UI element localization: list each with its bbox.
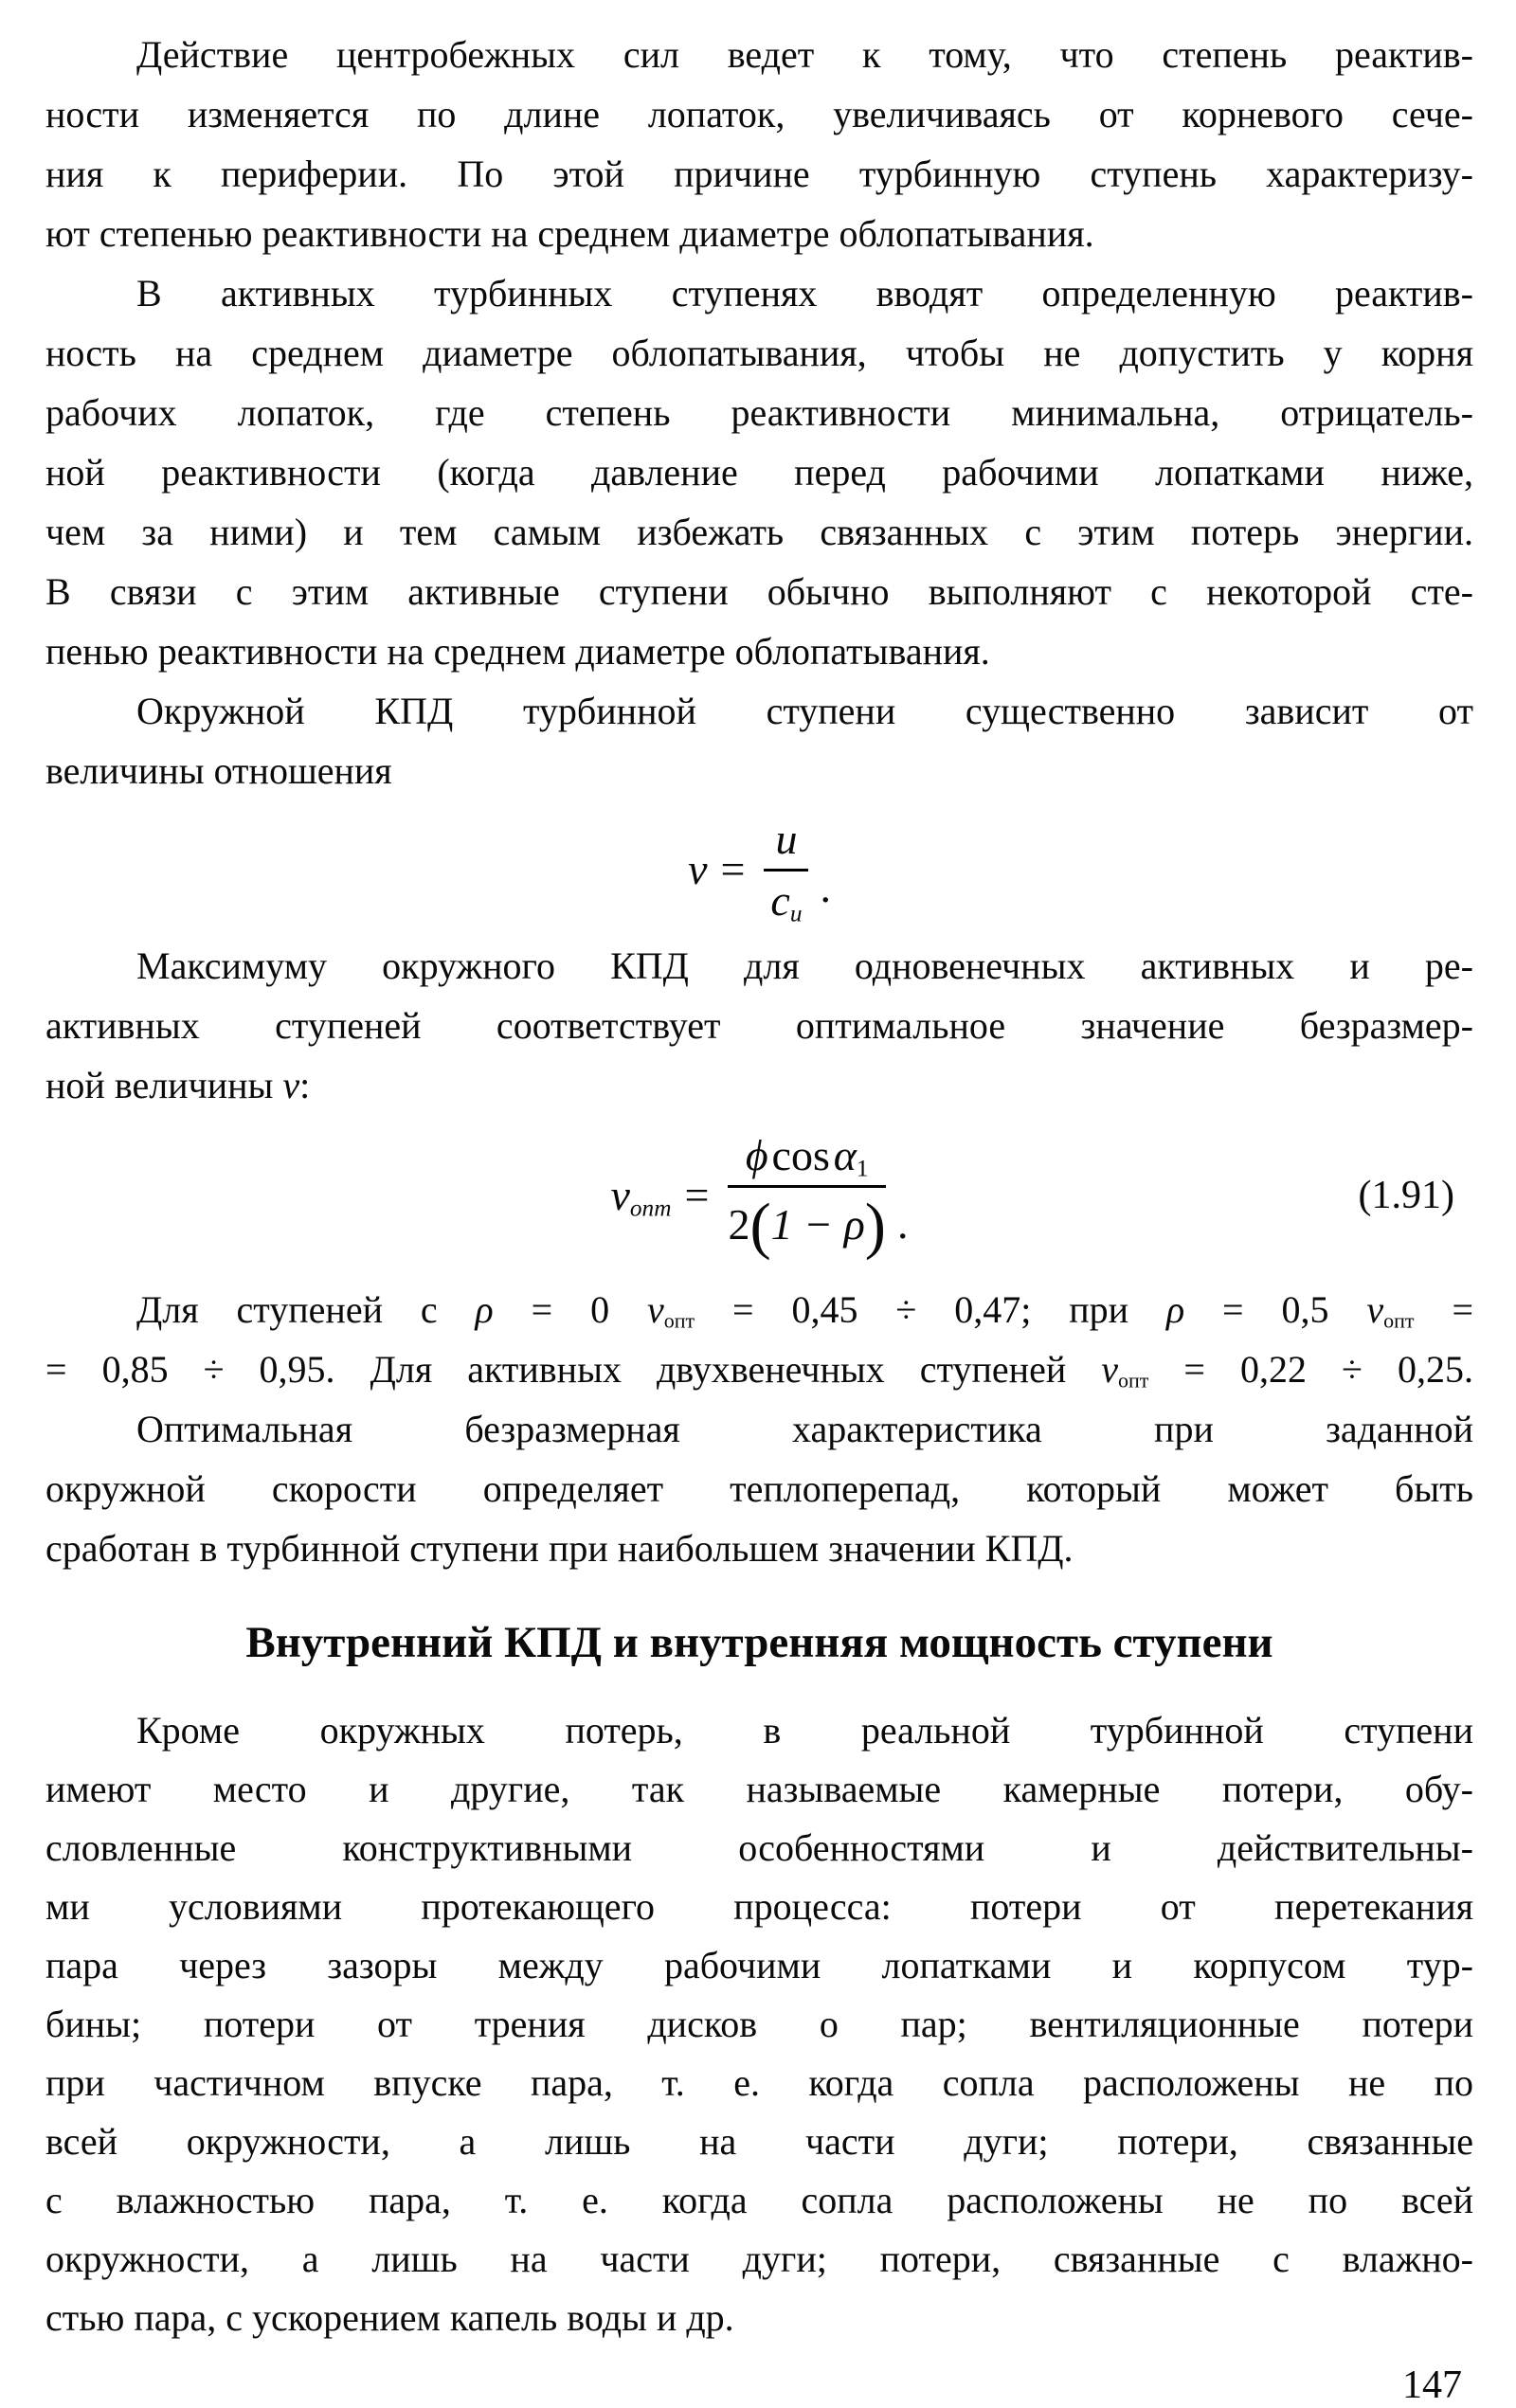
formula-velocity-ratio [45,815,1473,927]
text-line: ной реактивности (когда давление перед рабочими лопатками ниже, [45,451,1473,494]
fraction-denominator: $c_u$ [770,876,803,927]
text-line: Действие центробежных сил ведет к тому, что степень реактив- [136,33,1473,76]
text-line: окружной скорости определяет теплоперепад, который может быть [45,1466,1473,1510]
section-heading: Внутренний КПД и внутренняя мощность ступени [245,1617,1273,1667]
text-line: чем за ними) и тем самым избежать связанных с этим потерь энергии. [45,511,1473,553]
text-line: ность на среднем диаметре облопатывания, чтобы не допустить у корня [45,332,1473,374]
formula-period: . [820,863,831,911]
text-line: В связи с этим активные ступени обычно выполняют с некоторой сте- [45,570,1473,613]
text-line: сработан в турбинной ступени при наибольшем значении КПД. [45,1526,1074,1570]
text-line: величины отношения [45,749,392,792]
text-line: ной величины ν: [45,1064,311,1106]
text-line: Окружной КПД турбинной ступени существенно зависит от [136,690,1473,732]
text-line: имеют место и другие, так называемые камерные потери, обу- [45,1768,1473,1811]
text-line: ми условиями протекающего процесса: потери от перетекания [45,1885,1473,1929]
fraction [728,1132,886,1259]
text-line: Для ступеней с ρ = 0 $\nu_{опт} = 0,45 \div 0,47$; при ρ = 0,5 $\nu_{опт}$ = [136,1287,1473,1333]
paragraph-5 [45,1280,1473,1399]
text-line: ют степенью реактивности на среднем диаметре облопатывания. [45,212,1094,255]
equals-sign: = [684,1170,710,1219]
paragraph-6 [45,1399,1473,1578]
paragraph-4 [45,936,1473,1115]
text-line: при частичном впуске пара, т. е. когда сопла расположены не по [45,2061,1473,2105]
equation-number: (1.91) [1358,1173,1454,1217]
text-line: ния к периферии. По этой причине турбинную ступень характеризу- [45,153,1473,195]
formula-period: . [897,1198,909,1248]
text-line: словленные конструктивными особенностями и действительны- [45,1826,1473,1870]
text-line: с влажностью пара, т. е. когда сопла расположены не по всей [45,2179,1473,2222]
fraction-numerator: ϕ cos $\alpha_1$ [728,1132,886,1188]
text-line: пара через зазоры между рабочими лопатками и корпусом тур- [45,1944,1473,1987]
text-line: рабочих лопаток, где степень реактивности минимальна, отрицатель- [45,391,1473,434]
paragraph-1 [45,25,1473,263]
text-line: Кроме окружных потерь, в реальной турбинной ступени [136,1709,1473,1752]
text-line: бины; потери от трения дисков о пар; вентиляционные потери [45,2003,1473,2046]
fraction [764,815,808,927]
text-line: ности изменяется по длине лопаток, увеличиваясь от корневого сече- [45,93,1473,135]
text-line: В активных турбинных ступенях вводят определенную реактив- [136,272,1473,314]
text-line: = 0,85 ÷ 0,95. Для активных двухвенечных ступеней $\nu_{опт} = 0,22 \div 0,25$. [45,1347,1473,1393]
fraction-denominator: 2(1 − ρ) [728,1192,886,1261]
paragraph-7 [45,1701,1473,2347]
equals-sign: = [720,844,746,893]
text-line: Оптимальная безразмерная характеристика при заданной [136,1407,1473,1450]
text-line: всей окружности, а лишь на части дуги; потери, связанные [45,2120,1473,2164]
text-line: окружности, а лишь на части дуги; потери, связанные с влажно- [45,2237,1473,2281]
text-line: пенью реактивности на среднем диаметре облопатывания. [45,630,990,673]
formula-lhs: $\nu_{опт}$ [610,1170,672,1222]
page-number: 147 [1402,2363,1462,2408]
text-line: Максимуму окружного КПД для одновенечных активных и ре- [136,944,1473,987]
formula-lhs: ν [688,844,708,893]
formula-optimal-ratio [45,1132,1473,1259]
paragraph-3 [45,681,1473,800]
text-line: активных ступеней соответствует оптимальное значение безразмер- [45,1004,1473,1047]
fraction-numerator: u [764,816,808,872]
paragraph-2 [45,263,1473,681]
text-line: стью пара, с ускорением капель воды и др. [45,2296,734,2340]
